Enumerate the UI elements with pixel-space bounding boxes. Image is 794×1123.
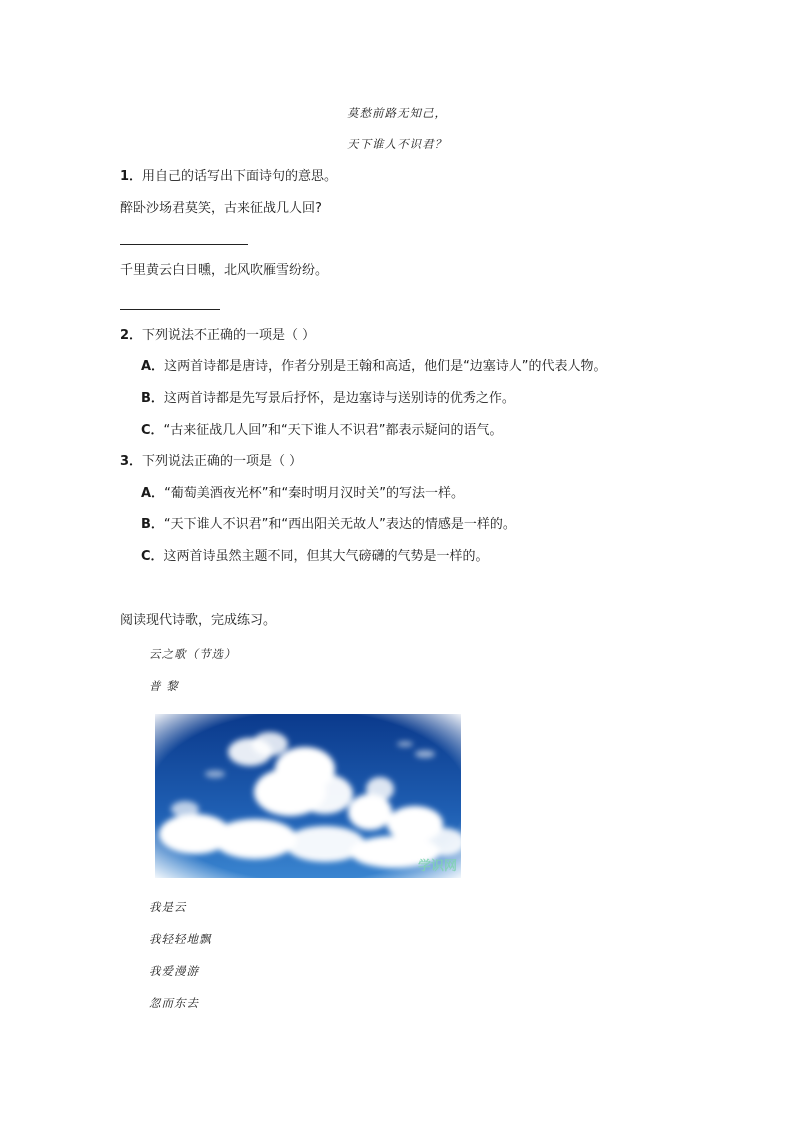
option-text: “古来征战几人回”和“天下谁人不识君”都表示疑问的语气。 bbox=[163, 423, 503, 438]
cloud-sky-image bbox=[155, 714, 461, 878]
poem-line-2: 天下谁人不识君？ bbox=[347, 137, 447, 151]
option-letter: B． bbox=[141, 517, 164, 532]
option-text: 这两首诗都是先写景后抒怀，是边塞诗与送别诗的优秀之作。 bbox=[163, 391, 515, 406]
option-text: 这两首诗都是唐诗，作者分别是王翰和高适，他们是“边塞诗人”的代表人物。 bbox=[164, 359, 607, 374]
option-letter: C． bbox=[141, 423, 164, 438]
question-prompt: 下列说法不正确的一项是（ ） bbox=[142, 328, 316, 343]
question-number: 3． bbox=[120, 454, 143, 469]
option-c[interactable] bbox=[141, 548, 489, 566]
poem-author: 普 黎 bbox=[149, 679, 179, 693]
image-watermark: 学识网 bbox=[417, 859, 457, 874]
question-number: 1． bbox=[120, 169, 143, 184]
option-c[interactable] bbox=[141, 422, 503, 440]
poem-line: 我是云 bbox=[149, 900, 187, 914]
option-b[interactable] bbox=[141, 390, 515, 408]
poem-title: 云之歌（节选） bbox=[149, 647, 237, 661]
option-text: “天下谁人不识君”和“西出阳关无故人”表达的情感是一样的。 bbox=[163, 517, 516, 532]
poem-line-1: 莫愁前路无知己， bbox=[347, 106, 447, 120]
answer-blank-b[interactable] bbox=[120, 309, 220, 310]
option-text: 这两首诗虽然主题不同，但其大气磅礴的气势是一样的。 bbox=[163, 549, 489, 564]
option-a[interactable] bbox=[141, 485, 464, 503]
poem-line: 我爱漫游 bbox=[149, 964, 199, 978]
question-prompt: 下列说法正确的一项是（ ） bbox=[142, 454, 303, 469]
option-letter: C． bbox=[141, 549, 164, 564]
option-text: “葡萄美酒夜光杯”和“秦时明月汉时关”的写法一样。 bbox=[164, 486, 465, 501]
answer-blank-a[interactable] bbox=[120, 244, 248, 245]
question-2 bbox=[120, 327, 315, 345]
poem-line-to-explain-b: 千里黄云白日曛，北风吹雁雪纷纷。 bbox=[120, 263, 329, 278]
option-letter: B． bbox=[141, 391, 164, 406]
poem-line-to-explain-a: 醉卧沙场君莫笑，古来征战几人回? bbox=[120, 201, 322, 216]
question-1 bbox=[120, 168, 337, 186]
question-prompt: 用自己的话写出下面诗句的意思。 bbox=[142, 169, 338, 184]
option-b[interactable] bbox=[141, 516, 516, 534]
option-letter: A． bbox=[141, 486, 165, 501]
question-3 bbox=[120, 453, 302, 471]
poem-line: 我轻轻地飘 bbox=[149, 932, 212, 946]
reading-instruction: 阅读现代诗歌，完成练习。 bbox=[120, 613, 277, 628]
question-number: 2． bbox=[120, 328, 143, 343]
cloud-sky-illustration bbox=[155, 714, 461, 878]
poem-line: 忽而东去 bbox=[149, 996, 199, 1010]
option-letter: A． bbox=[141, 359, 165, 374]
option-a[interactable] bbox=[141, 358, 607, 376]
